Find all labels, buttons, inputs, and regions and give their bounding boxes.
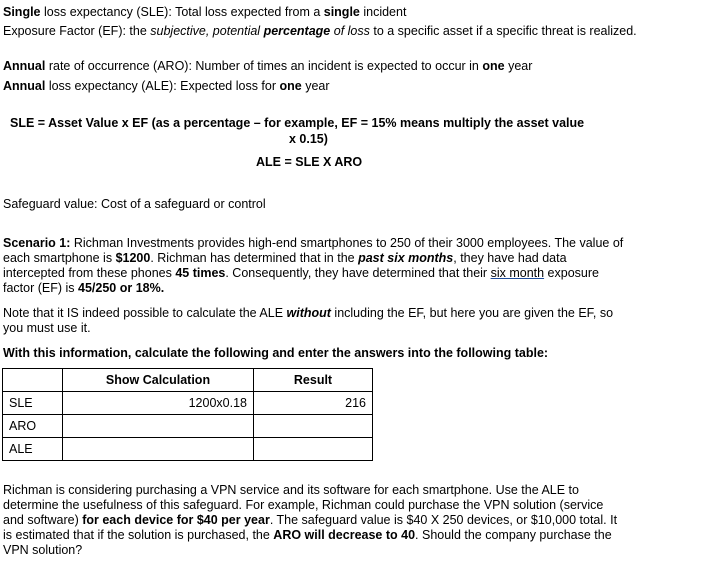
header-result: Result [254,369,373,392]
definition-ale: Annual loss expectancy (ALE): Expected loss for one year [3,79,330,93]
instruction-text: With this information, calculate the following and enter the answers into the following table: [3,346,549,360]
result-cell[interactable] [254,438,373,461]
calculation-cell[interactable]: 1200x0.18 [63,392,254,415]
table-row-ale [3,438,373,461]
sle-formula-line2: x 0.15) [289,132,328,146]
definition-aro: Annual rate of occurrence (ARO): Number of times an incident is expected to occur in one year [3,59,533,73]
calculation-cell[interactable] [63,438,254,461]
row-label: SLE [3,392,63,415]
vpn-paragraph: Richman is considering purchasing a VPN service and its software for each smartphone. Use the ALE to determine the usefulness of this safeguard. For example, Richman could purchase the VPN solution (service and software) for each device for $40 per year. The safeguard value is $40 X 250 devices, or $10,000 total. It is estimated that if the solution is purchased, the ARO will decrease to 40. Should the company purchase the VPN solution? [3,483,618,557]
definition-ef: Exposure Factor (EF): the subjective, potential percentage of loss to a specific asset if a specific threat is realized. [3,24,637,38]
row-label: ALE [3,438,63,461]
result-cell[interactable]: 216 [254,392,373,415]
header-calculation: Show Calculation [63,369,254,392]
scenario-paragraph: Scenario 1: Richman Investments provides high-end smartphones to 250 of their 3000 employees. The value of each smartphone is $1200. Richman has determined that in the past six months, they have had data intercepted from these phones 45 times. Consequently, they have determined that their six month exposure factor (EF) is 45/250 or 18%. [3,236,624,295]
calculation-cell[interactable] [63,415,254,438]
table-row-sle [3,392,373,415]
table-row-aro [3,415,373,438]
safeguard-definition: Safeguard value: Cost of a safeguard or control [3,197,266,211]
table-header-row [3,369,373,392]
note-paragraph: Note that it IS indeed possible to calculate the ALE without including the EF, but here you are given the EF, so you must use it. [3,306,614,335]
calculation-table [2,368,373,461]
ale-formula: ALE = SLE X ARO [256,155,363,169]
header-blank [3,369,63,392]
sle-formula-line1: SLE = Asset Value x EF (as a percentage – for example, EF = 15% means multiply the asset value [10,116,585,130]
definition-sle: Single loss expectancy (SLE): Total loss expected from a single incident [3,5,407,19]
row-label: ARO [3,415,63,438]
result-cell[interactable] [254,415,373,438]
